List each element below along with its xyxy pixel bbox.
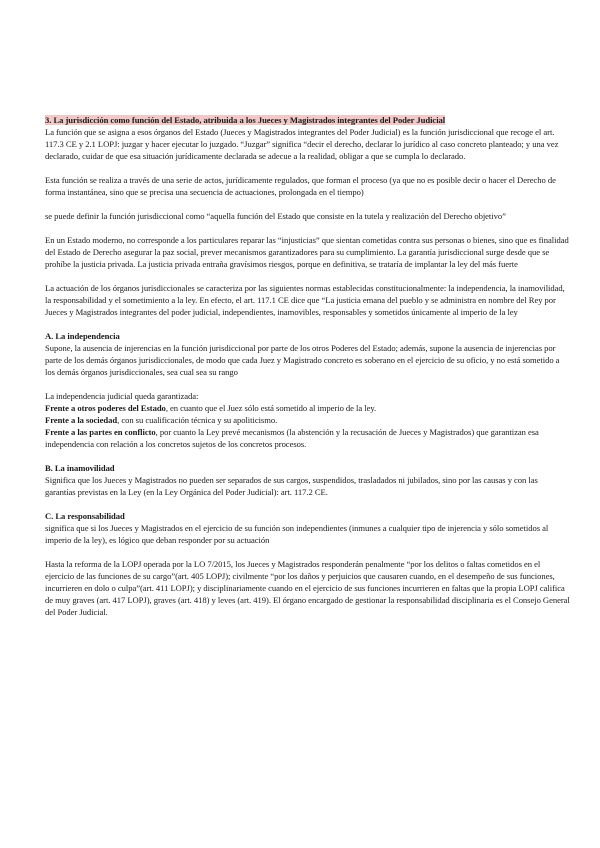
paragraph-inamovilidad: Significa que los Jueces y Magistrados no pueden ser separados de sus cargos, suspendidos, trasladados ni jubilados, sino por las causas y con las garantías previstas en la Ley (en la Ley Orgánica del Poder Judicial): art. 117.2 CE. <box>45 475 538 497</box>
guarantee-item <box>45 414 570 426</box>
paragraph-estado-moderno: En un Estado moderno, no corresponde a los particulares reparar las “injusticias” que sientan cometidas contra sus personas o bienes, sino que es finalidad del Estado de Derecho asegurar la paz social, prever mecanismos garantizadores para su cumplimiento. La garantía jurisdiccional surge desde que se prohíbe la justicia privada. La justicia privada entraña gravísimos riesgos, porque en definitiva, se trataría de implantar la ley del más fuerte <box>45 235 569 269</box>
section-title: 3. La jurisdicción como función del Estado, atribuida a los Jueces y Magistrados integrantes del Poder Judicial <box>45 115 446 125</box>
heading-responsabilidad: C. La responsabilidad <box>45 511 125 521</box>
paragraph-reforma-lopj: Hasta la reforma de la LOPJ operada por la LO 7/2015, los Jueces y Magistrados responderán penalmente “por los delitos o faltas cometidos en el ejercicio de las funciones de su cargo”(art. 405 LOPJ); civilmente “por los daños y perjuicios que causaren cuando, en el desempeño de sus funciones, incurrieren en dolo o culpa”(art. 411 LOPJ); y disciplinariamente cuando en el ejercicio de sus funciones incurrieren en faltas que la propia LOPJ califica de muy graves (art. 417 LOPJ), graves (art. 418) y leves (art. 419). El órgano encargado de gestionar la responsabilidad disciplinaria es el Consejo General del Poder Judicial. <box>45 559 570 617</box>
heading-independencia: A. La independencia <box>45 331 120 341</box>
paragraph-funcion-jurisdiccional: La función que se asigna a esos órganos del Estado (Jueces y Magistrados integrantes del Poder Judicial) es la función jurisdiccional que recoge el art. 117.3 CE y 2.1 LOPJ: juzgar y hacer ejecutar lo juzgado. “Juzgar” significa “decir el derecho, declarar lo jurídico al caso concreto planteado; y una vez declarado, cuidar de que esa situación jurídicamente declarada se adecue a la realidad, obligar a que se cumpla lo declarado. <box>45 127 559 161</box>
guarantee-item-text: , en cuanto que el Juez sólo está sometido al imperio de la ley. <box>165 403 377 413</box>
section-title-paragraph <box>45 114 570 126</box>
paragraph-independencia: Supone, la ausencia de injerencias en la función jurisdiccional por parte de los otros Poderes del Estado; además, supone la ausencia de injerencias por parte de los demás órganos jurisdiccionales, de modo que cada Juez y Magistrado concreto es soberano en el ejercicio de su oficio, y no está sometido a los demás órganos jurisdiccionales, sea cual sea su rango <box>45 343 560 377</box>
guarantee-item-label: Frente a otros poderes del Estado <box>45 403 166 413</box>
guarantee-item-text: , con su cualificación técnica y su apoliticismo. <box>117 415 278 425</box>
guarantee-intro: La independencia judicial queda garantizada: <box>45 391 199 401</box>
guarantee-item-text: , por cuanto la Ley prevé mecanismos (la abstención y la recusación de Jueces y Magistrados) que garantizan esa independencia con relación a los concretos sujetos de los concretos procesos. <box>45 427 539 449</box>
guarantee-item-label: Frente a la sociedad <box>45 415 118 425</box>
heading-inamovilidad: B. La inamovilidad <box>45 463 115 473</box>
paragraph-proceso: Esta función se realiza a través de una serie de actos, jurídicamente regulados, que forman el proceso (ya que no es posible decir o hacer el Derecho de forma instantánea, sino que se precisa una secuencia de actuaciones, prolongada en el tiempo) <box>45 175 556 197</box>
paragraph-definicion: se puede definir la función jurisdiccional como “aquella función del Estado que consiste en la tutela y realización del Derecho objetivo” <box>45 211 506 221</box>
paragraph-caracteristicas: La actuación de los órganos jurisdiccionales se caracteriza por las siguientes normas establecidas constitucionalmente: la independencia, la inamovilidad, la responsabilidad y el sometimiento a la ley. En efecto, el art. 117.1 CE dice que “La justicia emana del pueblo y se administra en nombre del Rey por Jueces y Magistrados integrantes del poder judicial, independientes, inamovibles, responsables y sometidos únicamente al imperio de la ley <box>45 283 565 317</box>
paragraph-responsabilidad: significa que si los Jueces y Magistrados en el ejercicio de su función son independientes (inmunes a cualquier tipo de injerencia y sólo sometidos al imperio de la ley), es lógico que deban responder por su actuación <box>45 523 549 545</box>
guarantee-item-label: Frente a las partes en conflicto <box>45 427 156 437</box>
guarantee-item <box>45 426 570 450</box>
guarantee-item <box>45 402 570 414</box>
